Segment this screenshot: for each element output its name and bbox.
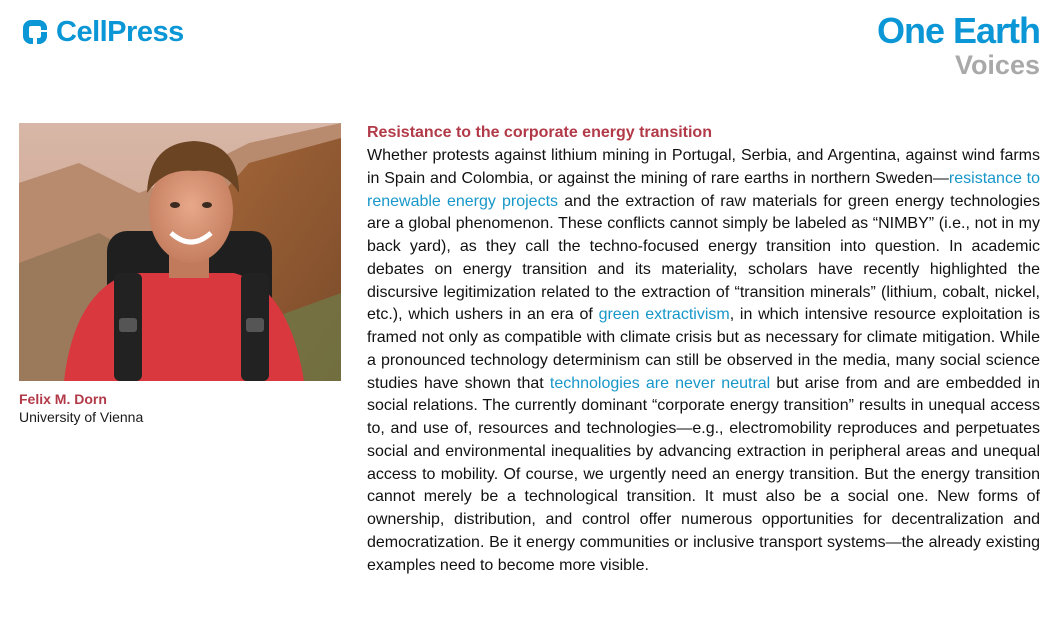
journal-masthead	[877, 12, 1040, 80]
link-technologies-are-never-neutral[interactable]: technologies are never neutral	[549, 374, 771, 392]
body-text-segment: Whether protests against lithium mining in Portugal, Serbia, and Argentina, against wind farms in Spain and Colombia, or against the mining of rare earths in northern Sweden—	[367, 147, 1040, 187]
publisher-name: CellPress	[56, 16, 184, 48]
author-photo	[19, 123, 341, 381]
author-affiliation: University of Vienna	[19, 409, 144, 425]
link-resistance-to-renewable-energy-projects[interactable]: resistance to renewable energy projects	[367, 169, 1040, 210]
body-text-segment: but arise from and are embedded in social relations. The currently dominant “corporate energy transition” results in unequal access to, and use of, resources and technologies—e.g., electromobility reproduces and perpetuates social and environmental inequalities by advancing extraction in peripheral areas and unequal access to mobility. Of course, we urgently need an energy transition. But the energy transition cannot merely be a technological transition. It must also be a social one. New forms of ownership, distribution, and control offer numerous opportunities for decentralization and democratization. Be it energy communities or inclusive transport systems—the already existing examples need to become more visible.	[367, 374, 1041, 574]
section-label: Voices	[954, 50, 1040, 80]
journal-name: One Earth	[876, 10, 1040, 51]
body-text-segment: , in which intensive resource exploitation is framed not only as compatible with climate crisis but as necessary for climate mitigation. While a pronounced technology determinism can still be observed in the media, many social science studies have shown that	[367, 306, 1040, 392]
link-green-extractivism[interactable]: green extractivism	[598, 306, 730, 324]
cellpress-logo[interactable]	[19, 16, 184, 48]
cellpress-logo-icon	[19, 16, 51, 48]
article-body	[367, 145, 1040, 577]
article-heading: Resistance to the corporate energy transition	[367, 124, 712, 141]
author-name: Felix M. Dorn	[19, 391, 107, 407]
article	[367, 122, 1040, 577]
body-text-segment: and the extraction of raw materials for green energy technologies are a global phenomenon. These conflicts cannot simply be labeled as “NIMBY” (i.e., not in my back yard), as they call the techno-focused energy transition into question. In academic debates on energy transition and its materiality, scholars have recently highlighted the discursive legitimization related to the extraction of “transition minerals” (lithium, cobalt, nickel, etc.), which ushers in an era of	[367, 192, 1040, 324]
author-photo-image	[19, 123, 341, 381]
